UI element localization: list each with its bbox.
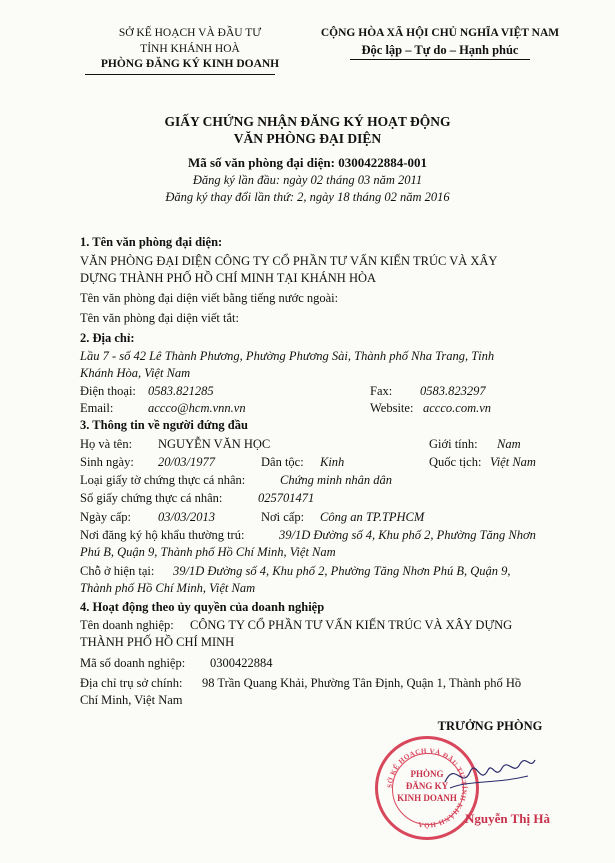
national-name: CỘNG HÒA XÃ HỘI CHỦ NGHĨA VIỆT NAM (320, 27, 560, 39)
current-address-label: Chỗ ở hiện tại: (80, 564, 155, 578)
head-name-value: NGUYỄN VĂN HỌC (158, 437, 271, 451)
company-code-value: 0300422884 (210, 656, 273, 670)
national-motto: Độc lập – Tự do – Hạnh phúc (361, 43, 519, 57)
section3-heading: 3. Thông tin về người đứng đầu (80, 418, 248, 432)
authority-underline (85, 74, 275, 75)
ethnic-value: Kinh (320, 455, 345, 469)
id-number-value: 025701471 (258, 491, 315, 505)
headquarters-line1: 98 Trần Quang Khải, Phường Tân Định, Quận 1, Thành phố Hồ (202, 676, 522, 690)
email-value: accco@hcm.vnn.vn (148, 401, 246, 415)
first-registration: Đăng ký lần đầu: ngày 02 tháng 03 năm 2011 (192, 173, 423, 187)
issue-date-label: Ngày cấp: (80, 510, 132, 524)
stamp-line3: KINH DOANH (397, 793, 457, 803)
permanent-address-line2: Phú B, Quận 9, Thành phố Hồ Chí Minh, Việt Nam (80, 545, 336, 559)
phone-label: Điện thoại: (80, 384, 136, 398)
headquarters-line2: Chí Minh, Việt Nam (80, 693, 183, 707)
ethnic-label: Dân tộc: (261, 455, 304, 469)
id-type-value: Chứng minh nhân dân (280, 473, 393, 487)
company-name-label: Tên doanh nghiệp: (80, 618, 174, 632)
document-title: GIẤY CHỨNG NHẬN ĐĂNG KÝ HOẠT ĐỘNG (164, 114, 451, 129)
website-label: Website: (370, 401, 414, 415)
issue-date-value: 03/03/2013 (158, 510, 215, 524)
office-name-line2: DỰNG THÀNH PHỐ HỒ CHÍ MINH TẠI KHÁNH HÒA (80, 271, 377, 285)
website-value: accco.com.vn (423, 401, 492, 415)
permanent-address-line1: 39/1D Đường số 4, Khu phố 2, Phường Tăng Nhơn (279, 528, 536, 542)
office-code: Mã số văn phòng đại diện: 0300422884-001 (187, 155, 428, 170)
signer-name: Nguyễn Thị Hà (465, 811, 551, 826)
authority-department: PHÒNG ĐĂNG KÝ KINH DOANH (100, 58, 280, 70)
id-type-label: Loại giấy tờ chứng thực cá nhân: (80, 473, 246, 487)
company-name-line2: THÀNH PHỐ HỒ CHÍ MINH (80, 635, 235, 649)
motto-underline (350, 59, 530, 60)
phone-value: 0583.821285 (148, 384, 214, 398)
handwritten-signature (440, 750, 540, 800)
section2-heading: 2. Địa chỉ: (80, 331, 135, 345)
change-registration: Đăng ký thay đổi lần thứ: 2, ngày 18 tháng 02 năm 2016 (165, 190, 450, 204)
headquarters-label: Địa chỉ trụ sở chính: (80, 676, 183, 690)
dob-value: 20/03/1977 (158, 455, 215, 469)
signer-role: TRƯỞNG PHÒNG (437, 719, 543, 733)
id-number-label: Số giấy chứng thực cá nhân: (80, 491, 223, 505)
current-address-line1: 39/1D Đường số 4, Khu phố 2, Phường Tăng Nhơn Phú B, Quận 9, (173, 564, 511, 578)
foreign-name-label: Tên văn phòng đại diện viết bằng tiếng nước ngoài: (80, 291, 339, 305)
issue-place-value: Công an TP.TPHCM (320, 510, 425, 524)
company-code-label: Mã số doanh nghiệp: (80, 656, 186, 670)
office-name-line1: VĂN PHÒNG ĐẠI DIỆN CÔNG TY CỔ PHẦN TƯ VẤN KIẾN TRÚC VÀ XÂY (80, 254, 498, 268)
fax-value: 0583.823297 (420, 384, 486, 398)
stamp-ring-text: SỞ KẾ HOẠCH VÀ ĐẦU TƯ TỈNH KHÁNH HÒA (385, 746, 469, 830)
gender-value: Nam (497, 437, 521, 451)
stamp-line1: PHÒNG (410, 769, 444, 779)
address-line2: Khánh Hòa, Việt Nam (80, 366, 191, 380)
current-address-line2: Thành phố Hồ Chí Minh, Việt Nam (80, 581, 256, 595)
document-subtitle: VĂN PHÒNG ĐẠI DIỆN (233, 131, 382, 146)
section4-heading: 4. Hoạt động theo ủy quyền của doanh nghiệp (80, 600, 325, 614)
stamp-line2: ĐĂNG KÝ (405, 781, 449, 791)
company-name-line1: CÔNG TY CỔ PHẦN TƯ VẤN KIẾN TRÚC VÀ XÂY DỰNG (190, 618, 513, 632)
gender-label: Giới tính: (429, 437, 478, 451)
dob-label: Sinh ngày: (80, 455, 134, 469)
short-name-label: Tên văn phòng đại diện viết tắt: (80, 311, 239, 325)
head-name-label: Họ và tên: (80, 437, 133, 451)
authority-name: SỞ KẾ HOẠCH VÀ ĐẦU TƯ (118, 27, 262, 39)
authority-province: TỈNH KHÁNH HOÀ (140, 43, 240, 55)
fax-label: Fax: (370, 384, 393, 398)
permanent-address-label: Nơi đăng ký hộ khẩu thường trú: (80, 528, 245, 542)
nationality-value: Việt Nam (490, 455, 536, 469)
issue-place-label: Nơi cấp: (261, 510, 305, 524)
nationality-label: Quốc tịch: (429, 455, 482, 469)
email-label: Email: (80, 401, 114, 415)
address-line1: Lầu 7 - số 42 Lê Thành Phương, Phường Phương Sài, Thành phố Nha Trang, Tỉnh (80, 349, 495, 363)
section1-heading: 1. Tên văn phòng đại diện: (80, 235, 223, 249)
